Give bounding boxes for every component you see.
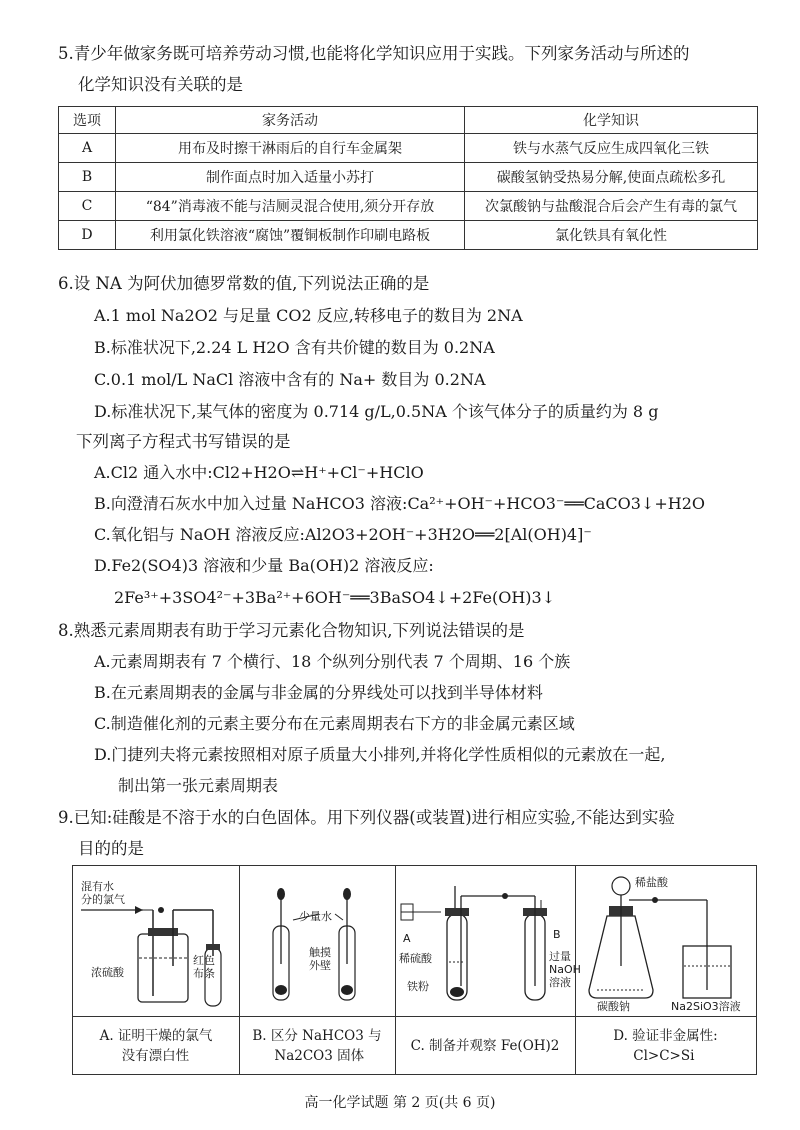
label-conc-sulfuric-acid: 浓硫酸 xyxy=(91,966,124,979)
caption-a-line2: 没有漂白性 xyxy=(121,1047,190,1064)
header-activity: 家务活动 xyxy=(116,107,465,134)
question-5 xyxy=(58,38,690,100)
header-option: 选项 xyxy=(59,107,116,134)
panel-d xyxy=(575,866,756,1074)
label-cloth-strip: 布条 xyxy=(193,967,215,980)
q6-option-d: D.标准状况下,某气体的密度为 0.714 g/L,0.5NA 个该气体分子的质量约为 8 g xyxy=(94,402,659,421)
q8-option-d: D.门捷列夫将元素按照相对原子质量大小排列,并将化学性质相似的元素放在一起, xyxy=(94,745,666,764)
question-9 xyxy=(58,802,675,864)
row-option: C xyxy=(59,192,116,221)
label-outer-wall: 外壁 xyxy=(309,959,331,972)
caption-b-line1: B. 区分 NaHCO3 与 xyxy=(252,1027,382,1044)
row-knowledge: 铁与水蒸气反应生成四氧化三铁 xyxy=(465,134,758,163)
row-knowledge: 碳酸氢钠受热易分解,使面点疏松多孔 xyxy=(465,163,758,192)
label-excess: 过量 xyxy=(549,950,571,963)
label-gas-2: 分的氯气 xyxy=(81,893,125,906)
q8-option-b: B.在元素周期表的金属与非金属的分界线处可以找到半导体材料 xyxy=(94,683,543,702)
q9-apparatus-figure xyxy=(72,865,757,1075)
header-knowledge: 化学知识 xyxy=(465,107,758,134)
q6-option-a: A.1 mol Na2O2 与足量 CO2 反应,转移电子的数目为 2NA xyxy=(94,306,523,325)
label-iron-powder: 铁粉 xyxy=(407,980,429,993)
table-row xyxy=(59,163,758,192)
label-dilute-sulfuric-acid: 稀硫酸 xyxy=(399,952,432,965)
row-activity: 利用氯化铁溶液“腐蚀”覆铜板制作印刷电路板 xyxy=(116,221,465,250)
caption-c-line1: C. 制备并观察 Fe(OH)2 xyxy=(410,1037,560,1054)
label-tube-a: A xyxy=(403,932,411,945)
row-activity: 制作面点时加入适量小苏打 xyxy=(116,163,465,192)
caption-d-line2: Cl>C>Si xyxy=(633,1047,695,1064)
caption-a xyxy=(73,1016,239,1074)
q7-option-b: B.向澄清石灰水中加入过量 NaHCO3 溶液:Ca²⁺+OH⁻+HCO3⁻══CaCO3↓+H2O xyxy=(94,494,705,513)
q6-option-b: B.标准状况下,2.24 L H2O 含有共价键的数目为 0.2NA xyxy=(94,338,495,357)
label-gas: 混有水 xyxy=(81,880,114,893)
q6-stem: 6.设 NA 为阿伏加德罗常数的值,下列说法正确的是 xyxy=(58,274,430,293)
label-dilute-hcl: 稀盐酸 xyxy=(635,876,668,889)
label-naoh: NaOH xyxy=(549,963,581,976)
panel-b xyxy=(239,866,396,1074)
panel-c xyxy=(395,866,581,1074)
caption-b-line2: Na2CO3 固体 xyxy=(274,1047,365,1064)
label-touch: 触摸 xyxy=(309,946,331,959)
q7-option-a: A.Cl2 通入水中:Cl2+H2O⇌H⁺+Cl⁻+HClO xyxy=(94,463,424,482)
q9-line1: 9.已知:硅酸是不溶于水的白色固体。用下列仪器(或装置)进行相应实验,不能达到实验 xyxy=(58,808,675,827)
q5-line1: 5.青少年做家务既可培养劳动习惯,也能将化学知识应用于实践。下列家务活动与所述的 xyxy=(58,44,690,63)
q5-line2: 化学知识没有关联的是 xyxy=(78,75,243,94)
row-knowledge: 氯化铁具有氧化性 xyxy=(465,221,758,250)
label-red: 红色 xyxy=(193,954,215,967)
label-solution: 溶液 xyxy=(549,976,571,989)
q9-line2: 目的的是 xyxy=(78,839,144,858)
table-row xyxy=(59,134,758,163)
table-row xyxy=(59,192,758,221)
q7-option-d: D.Fe2(SO4)3 溶液和少量 Ba(OH)2 溶液反应: xyxy=(94,556,434,575)
q8-stem: 8.熟悉元素周期表有助于学习元素化合物知识,下列说法错误的是 xyxy=(58,621,525,640)
label-sodium-carbonate: 碳酸钠 xyxy=(597,1000,630,1013)
q7-option-c: C.氧化铝与 NaOH 溶液反应:Al2O3+2OH⁻+3H2O══2[Al(OH)4]⁻ xyxy=(94,525,592,544)
panel-a xyxy=(73,866,240,1074)
caption-c xyxy=(395,1016,575,1074)
caption-d-line1: D. 验证非金属性: xyxy=(613,1027,718,1044)
q7-stem: 下列离子方程式书写错误的是 xyxy=(76,432,291,451)
caption-a-line1: A. 证明干燥的氯气 xyxy=(99,1027,213,1044)
q8-option-d-continued: 制出第一张元素周期表 xyxy=(118,776,279,795)
q8-option-a: A.元素周期表有 7 个横行、18 个纵列分别代表 7 个周期、16 个族 xyxy=(94,652,571,671)
caption-b xyxy=(239,1016,395,1074)
table-header-row xyxy=(59,107,758,134)
label-sodium-silicate: Na2SiO3溶液 xyxy=(671,1000,741,1013)
caption-d xyxy=(575,1016,756,1074)
row-option: D xyxy=(59,221,116,250)
q5-table xyxy=(58,106,758,250)
row-option: A xyxy=(59,134,116,163)
page-footer: 高一化学试题 第 2 页(共 6 页) xyxy=(304,1095,496,1111)
apparatus-b-drawing xyxy=(239,866,395,1016)
row-knowledge: 次氯酸钠与盐酸混合后会产生有毒的氯气 xyxy=(465,192,758,221)
label-little-water: 少量水 xyxy=(299,910,332,923)
row-activity: “84”消毒液不能与洁厕灵混合使用,须分开存放 xyxy=(116,192,465,221)
q6-option-c: C.0.1 mol/L NaCl 溶液中含有的 Na+ 数目为 0.2NA xyxy=(94,370,486,389)
label-tube-b: B xyxy=(553,928,561,941)
q8-option-c: C.制造催化剂的元素主要分布在元素周期表右下方的非金属元素区域 xyxy=(94,714,575,733)
table-row xyxy=(59,221,758,250)
q7-option-d-equation: 2Fe³⁺+3SO4²⁻+3Ba²⁺+6OH⁻══3BaSO4↓+2Fe(OH)3↓ xyxy=(114,588,556,607)
apparatus-c-drawing xyxy=(395,866,575,1016)
row-activity: 用布及时擦干淋雨后的自行车金属架 xyxy=(116,134,465,163)
row-option: B xyxy=(59,163,116,192)
